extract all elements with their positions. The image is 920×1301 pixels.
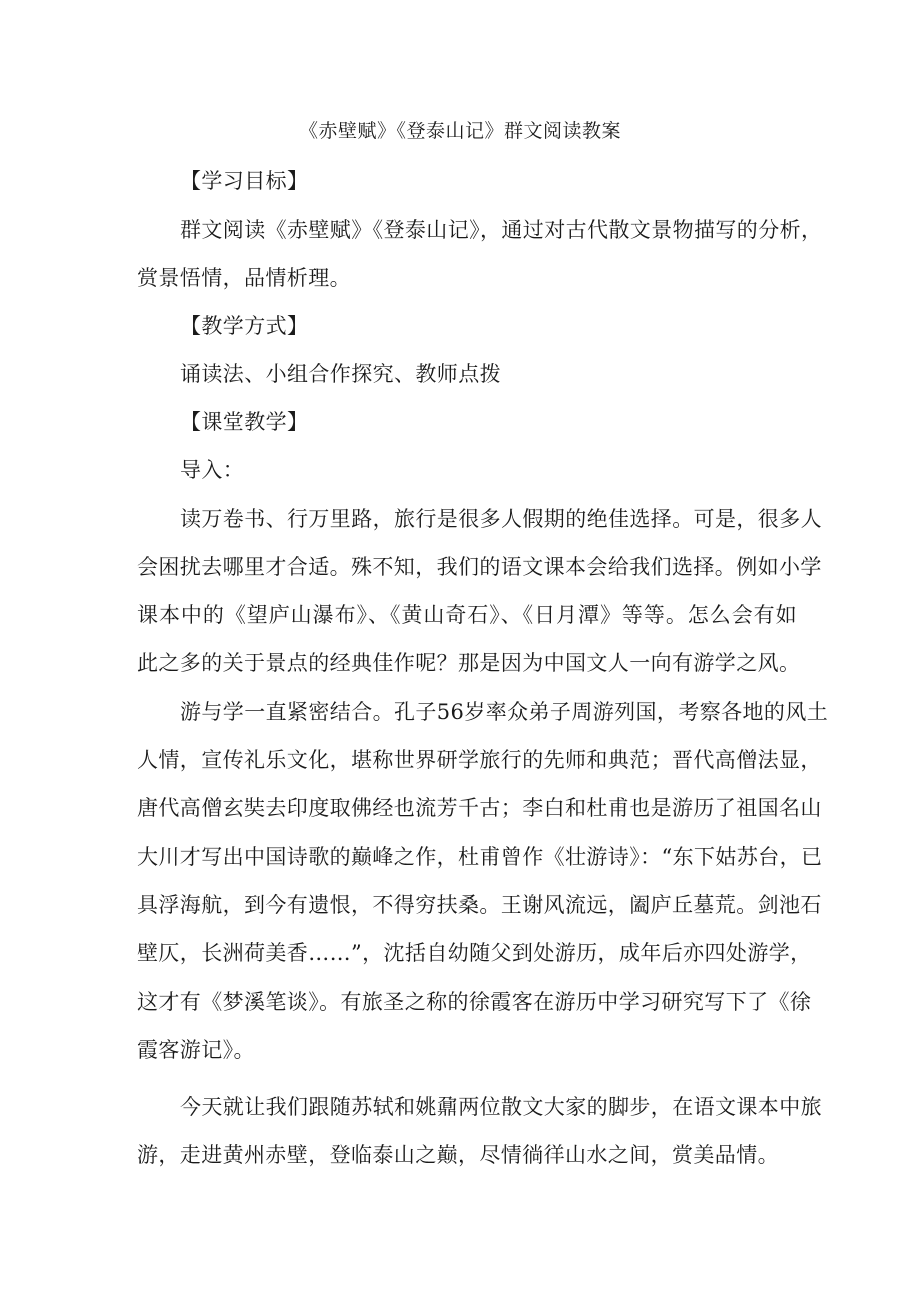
- paragraph3-line-2: 游，走进黄州赤壁，登临泰山之巅，尽情徜徉山水之间，赏美品情。: [137, 1143, 779, 1167]
- classroom-heading: 【课堂教学】: [180, 410, 309, 434]
- paragraph2-line-2: 人情，宣传礼乐文化，堪称世界研学旅行的先师和典范；晋代高僧法显，: [137, 748, 822, 772]
- document-title: 《赤壁赋》《登泰山记》群文阅读教案: [298, 120, 621, 142]
- paragraph2-line-3: 唐代高僧玄奘去印度取佛经也流芳千古；李白和杜甫也是游历了祖国名山: [137, 796, 822, 820]
- paragraph3-line-1: 今天就让我们跟随苏轼和姚鼐两位散文大家的脚步，在语文课本中旅: [180, 1095, 822, 1119]
- paragraph2-line-5: 具浮海航，到今有遗恨，不得穷扶桑。王谢风流远，阖庐丘墓荒。剑池石: [137, 893, 822, 917]
- methods-heading: 【教学方式】: [180, 314, 309, 338]
- methods-text: 诵读法、小组合作探究、教师点拨: [180, 362, 501, 386]
- paragraph1-line-4: 此之多的关于景点的经典佳作呢？那是因为中国文人一向有游学之风。: [137, 651, 801, 675]
- intro-label: 导入：: [180, 458, 245, 482]
- objectives-text-line-2: 赏景悟情，品情析理。: [137, 266, 351, 290]
- paragraph2-line-7: 这才有《梦溪笔谈》。有旅圣之称的徐霞客在游历中学习研究写下了《徐: [137, 990, 812, 1014]
- paragraph2-line-8: 霞客游记》。: [137, 1038, 255, 1062]
- paragraph2-line-1: 游与学一直紧密结合。孔子56岁率众弟子周游列国，考察各地的风土: [180, 700, 829, 724]
- paragraph2-line-6: 壁仄，长洲荷美香……”，沈括自幼随父到处游历，成年后亦四处游学，: [137, 941, 812, 965]
- paragraph1-line-3: 课本中的《望庐山瀑布》、《黄山奇石》、《日月潭》等等。怎么会有如: [137, 603, 797, 627]
- paragraph2-line-4: 大川才写出中国诗歌的巅峰之作，杜甫曾作《壮游诗》：“东下姑苏台，已: [137, 845, 823, 869]
- objectives-heading: 【学习目标】: [180, 169, 309, 193]
- paragraph1-line-1: 读万卷书、行万里路，旅行是很多人假期的绝佳选择。可是，很多人: [180, 507, 822, 531]
- paragraph1-line-2: 会困扰去哪里才合适。殊不知，我们的语文课本会给我们选择。例如小学: [137, 555, 822, 579]
- objectives-text-line-1: 群文阅读《赤壁赋》《登泰山记》，通过对古代散文景物描写的分析，: [180, 218, 823, 242]
